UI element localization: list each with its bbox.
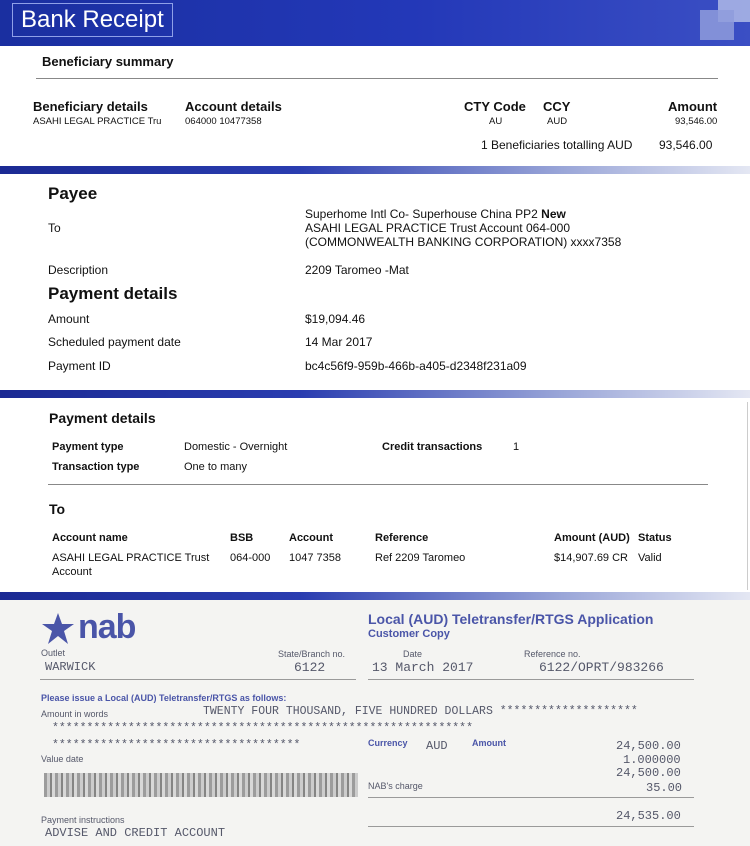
description-label: Description	[48, 263, 109, 277]
total-value-slip: 24,535.00	[616, 809, 681, 823]
nab-logo: nab	[78, 608, 136, 646]
payee-title: Payee	[48, 184, 98, 203]
divider	[368, 797, 694, 798]
amount-label: Amount	[48, 312, 90, 326]
col-amount-aud: Amount (AUD)	[554, 532, 630, 544]
ref-value: 6122/OPRT/983266	[539, 660, 664, 675]
slip-title: Local (AUD) Teletransfer/RTGS Application	[368, 611, 654, 627]
payee-to-line1: Superhome Intl Co- Superhouse China PP2 New	[305, 207, 566, 221]
date-value: 13 March 2017	[372, 660, 474, 675]
value-date-label: Value date	[41, 754, 84, 764]
outlet-label: Outlet	[41, 648, 66, 658]
col-status: Status	[638, 532, 672, 544]
beneficiary-account: 064000 10477358	[185, 116, 262, 127]
divider	[368, 679, 694, 680]
description-value: 2209 Taromeo -Mat	[305, 263, 409, 277]
branch-value: 6122	[294, 660, 326, 675]
nab-charge-value: 35.00	[646, 781, 683, 795]
section-separator	[0, 166, 750, 174]
col-beneficiary-details: Beneficiary details	[33, 99, 148, 114]
total-label: 1 Beneficiaries totalling AUD	[481, 138, 633, 152]
payee-to-label: To	[48, 221, 61, 235]
stars-line: ************************************	[52, 739, 301, 752]
amount-value-slip: 24,500.00	[616, 739, 681, 753]
credit-transactions-value: 1	[513, 441, 520, 453]
decor-square	[700, 10, 734, 40]
amount-words-label: Amount in words	[41, 709, 109, 719]
section-separator	[0, 592, 750, 600]
to-account-name-line1: ASAHI LEGAL PRACTICE Trust	[52, 552, 210, 564]
converted-amount: 24,500.00	[616, 766, 681, 780]
total-amount: 93,546.00	[659, 138, 713, 152]
divider	[368, 826, 694, 827]
to-account-name-line2: Account	[52, 566, 92, 578]
payee-to-line3: (COMMONWEALTH BANKING CORPORATION) xxxx7358	[305, 235, 622, 249]
credit-transactions-label: Credit transactions	[382, 441, 483, 453]
currency-value: AUD	[426, 739, 448, 753]
col-cty-code: CTY Code	[464, 99, 526, 114]
payment-type-label: Payment type	[52, 441, 124, 453]
scheduled-date-value: 14 Mar 2017	[305, 335, 373, 349]
section-separator	[0, 390, 750, 398]
col-reference: Reference	[375, 532, 429, 544]
divider	[48, 484, 708, 485]
col-bsb: BSB	[230, 532, 254, 544]
receipt-title: Bank Receipt	[12, 3, 173, 37]
amount-label-slip: Amount	[472, 738, 506, 748]
payment-instructions-label: Payment instructions	[41, 815, 125, 825]
obscured-field	[44, 773, 358, 797]
beneficiary-summary-title: Beneficiary summary	[42, 54, 174, 69]
payment-id-label: Payment ID	[48, 359, 111, 373]
instruction-text: Please issue a Local (AUD) Teletransfer/RTGS as follows:	[41, 693, 287, 703]
branch-label: State/Branch no.	[278, 649, 346, 659]
col-ccy: CCY	[543, 99, 571, 114]
col-amount: Amount	[668, 99, 718, 114]
col-account: Account	[289, 532, 333, 544]
payment-instructions-value: ADVISE AND CREDIT ACCOUNT	[45, 826, 226, 840]
transaction-type-label: Transaction type	[52, 461, 140, 473]
nab-star-icon	[40, 612, 76, 646]
to-title: To	[49, 501, 66, 517]
stars-line: *************************************************************	[52, 722, 473, 735]
currency-label: Currency	[368, 738, 408, 748]
transaction-type-value: One to many	[184, 461, 247, 473]
beneficiary-name: ASAHI LEGAL PRACTICE Tru	[33, 116, 162, 127]
nab-charge-label: NAB's charge	[368, 781, 423, 791]
outlet-value: WARWICK	[45, 660, 96, 674]
scheduled-date-label: Scheduled payment date	[48, 335, 181, 349]
col-account-details: Account details	[185, 99, 282, 114]
to-bsb: 064-000	[230, 552, 271, 564]
date-label: Date	[403, 649, 423, 659]
col-account-name: Account name	[52, 532, 128, 544]
divider	[40, 679, 356, 680]
beneficiary-amount: 93,546.00	[675, 116, 718, 127]
to-reference: Ref 2209 Taromeo	[375, 552, 466, 564]
to-amount: $14,907.69 CR	[554, 552, 628, 564]
slip-subtitle: Customer Copy	[368, 628, 450, 640]
amount-value: $19,094.46	[305, 312, 366, 326]
payment-type-value: Domestic - Overnight	[184, 441, 288, 453]
exchange-rate: 1.000000	[623, 753, 681, 767]
ref-label: Reference no.	[524, 649, 581, 659]
payee-to-line2: ASAHI LEGAL PRACTICE Trust Account 064-000	[305, 221, 571, 235]
divider	[36, 78, 718, 79]
to-account: 1047 7358	[289, 552, 341, 564]
payment-details-2-title: Payment details	[49, 410, 156, 426]
payment-id-value: bc4c56f9-959b-466b-a405-d2348f231a09	[305, 359, 527, 373]
beneficiary-ccy: AUD	[547, 116, 568, 127]
amount-words: TWENTY FOUR THOUSAND, FIVE HUNDRED DOLLARS ********************	[203, 705, 638, 718]
beneficiary-cty: AU	[489, 116, 503, 127]
to-status: Valid	[638, 552, 662, 564]
payment-details-title: Payment details	[48, 284, 178, 303]
